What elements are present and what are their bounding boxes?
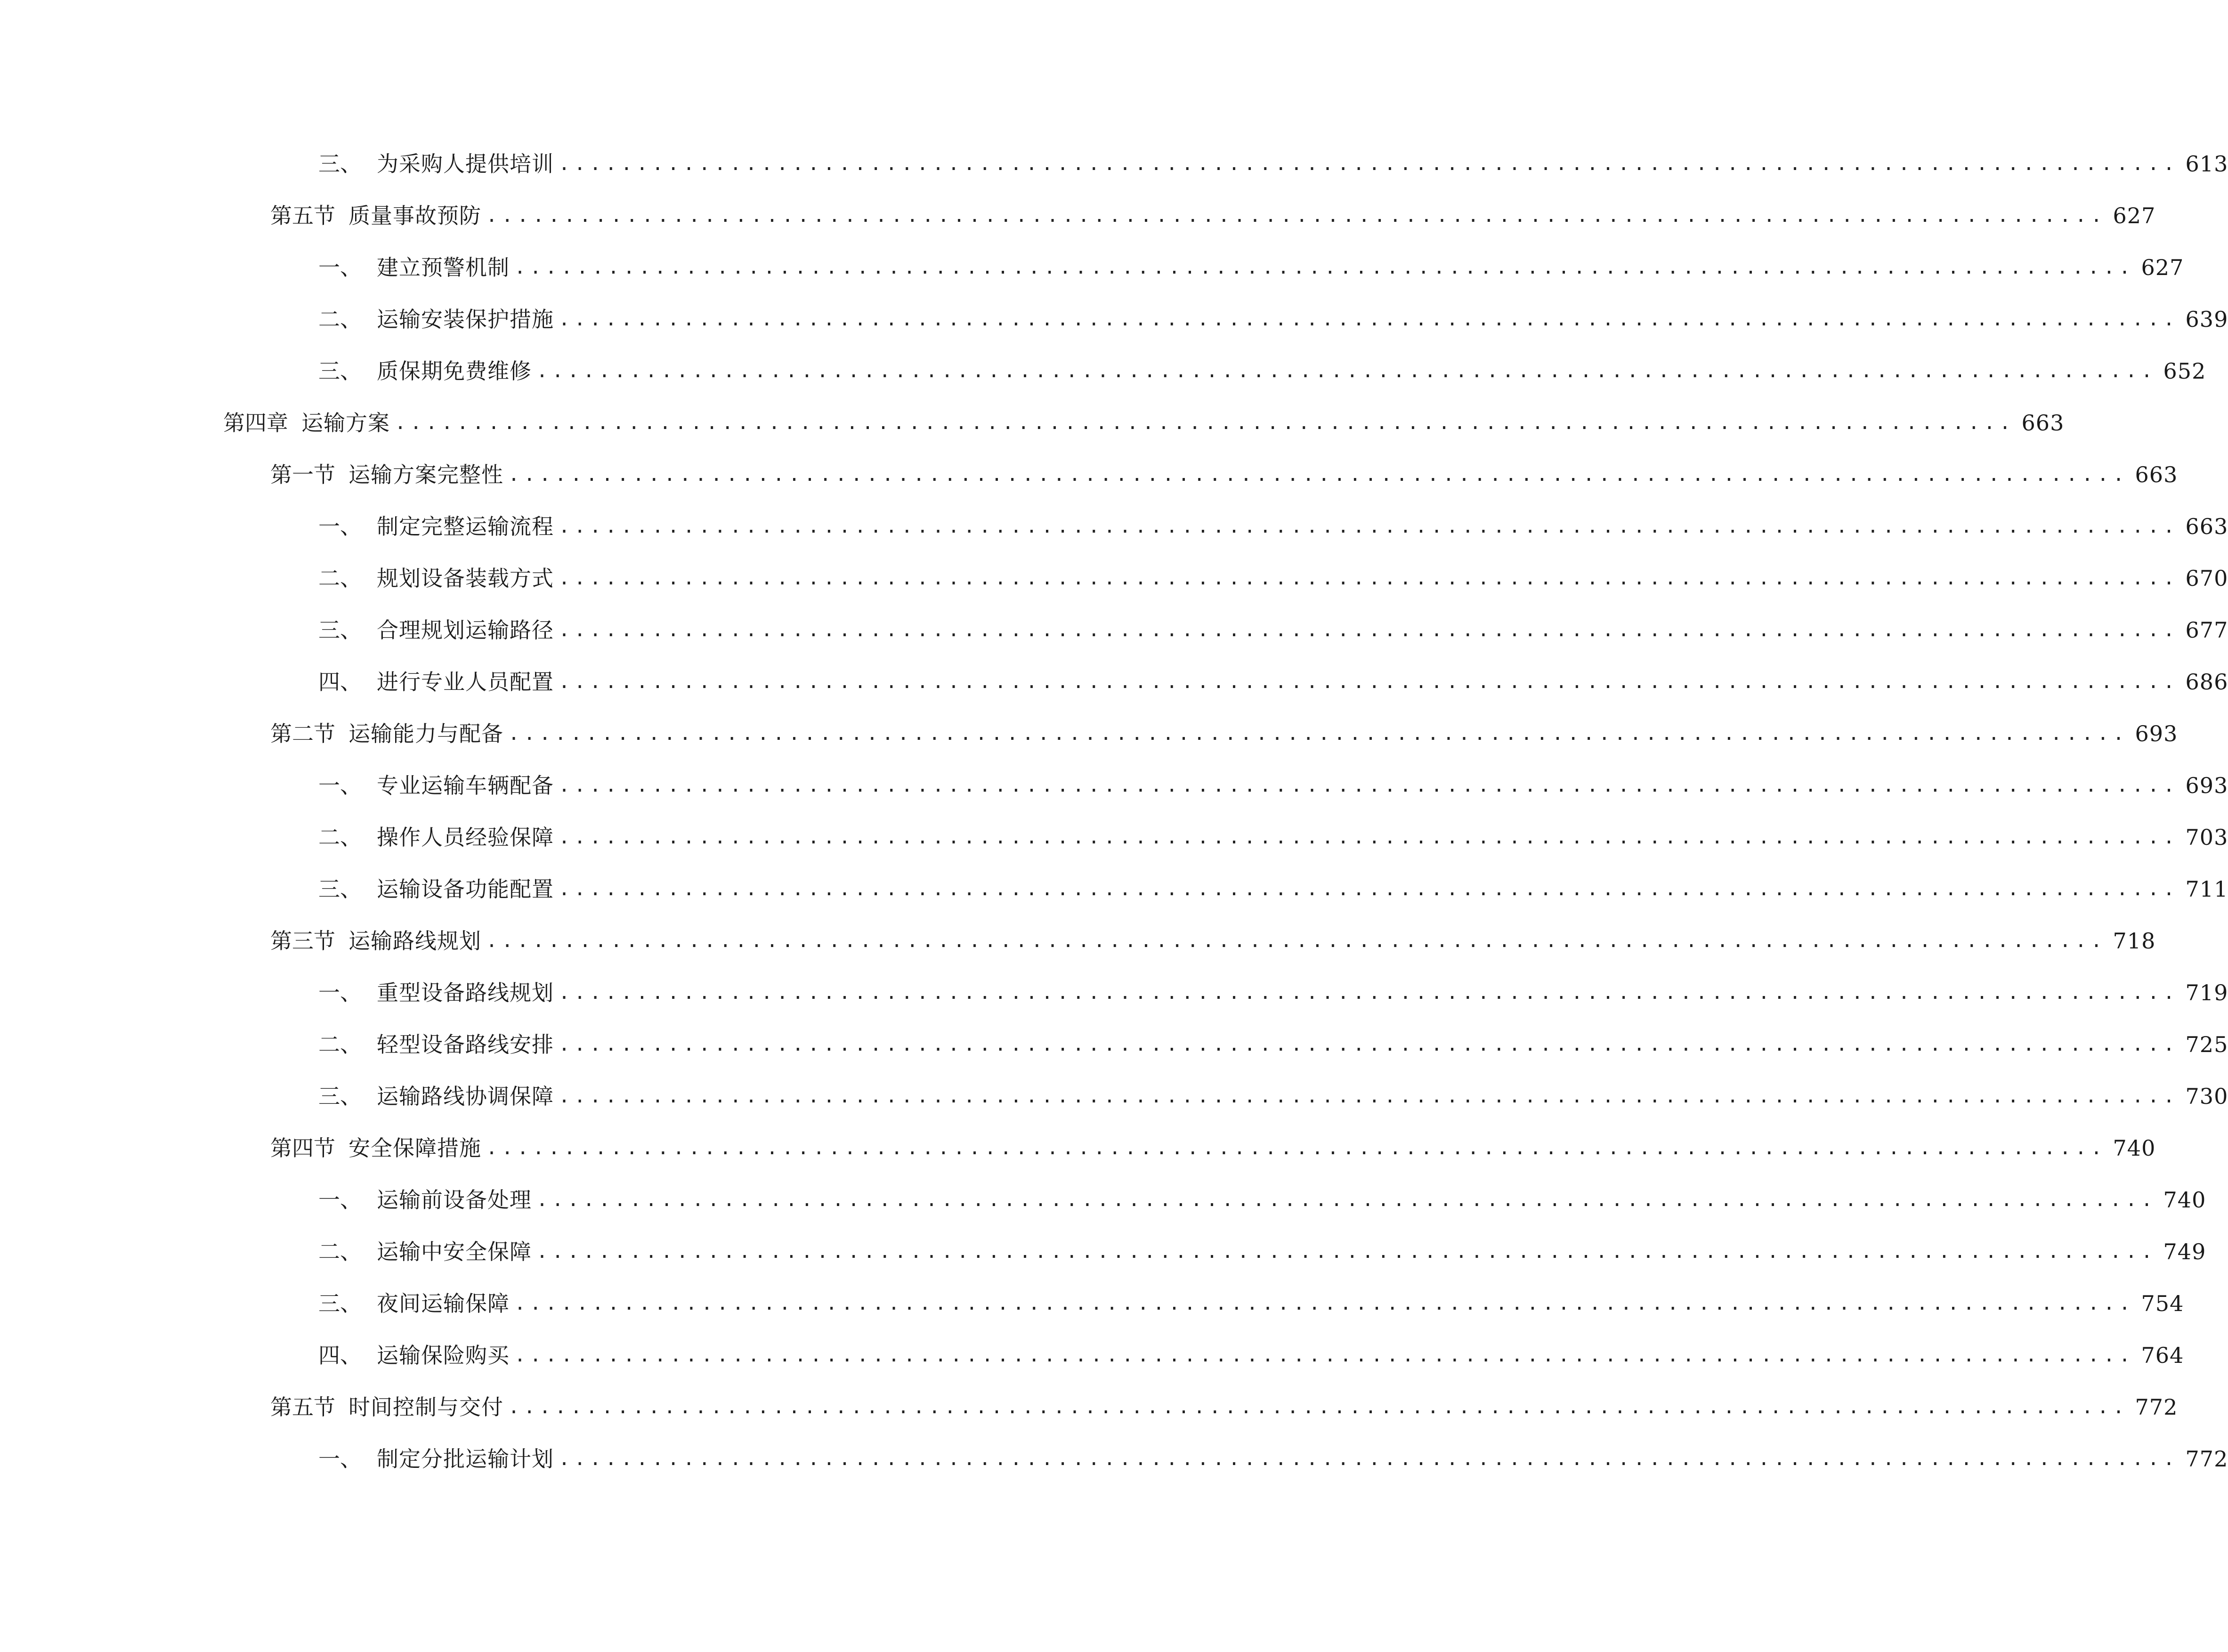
toc-entry-title: 安全保障措施 — [348, 1135, 481, 1161]
toc-entry-page: 740 — [2163, 1187, 2206, 1213]
toc-entry-title: 为采购人提供培训 — [377, 151, 554, 177]
toc-entry-title: 运输保险购买 — [377, 1343, 510, 1368]
toc-entry-page: 711 — [2185, 876, 2228, 902]
toc-entry-prefix: 三、 — [318, 617, 362, 643]
toc-entry-prefix: 三、 — [318, 151, 362, 177]
toc-entry-prefix: 二、 — [318, 307, 362, 332]
toc-entry[interactable] — [318, 559, 2228, 597]
toc-entry[interactable] — [318, 611, 2228, 649]
toc-entry[interactable] — [318, 1233, 2206, 1271]
toc-entry-prefix: 第五节 — [270, 203, 335, 228]
toc-dot-leader: ........................................................................................................ — [559, 516, 2179, 537]
toc-dot-leader: ........................................................................................................ — [559, 1034, 2179, 1055]
toc-entry-prefix: 三、 — [318, 876, 362, 902]
toc-entry-prefix: 四、 — [318, 669, 362, 695]
toc-dot-leader: ........................................................................................................ — [559, 982, 2179, 1004]
toc-entry-page: 718 — [2113, 928, 2156, 954]
toc-entry-title: 轻型设备路线安排 — [377, 1032, 554, 1057]
toc-entry-page: 639 — [2185, 307, 2228, 332]
toc-entry-page: 693 — [2185, 773, 2228, 798]
toc-dot-leader: ........................................................................................................ — [514, 1293, 2135, 1314]
toc-entry-page: 703 — [2185, 825, 2228, 850]
toc-entry-title: 运输中安全保障 — [377, 1239, 532, 1264]
toc-dot-leader: ........................................................................................................ — [508, 464, 2129, 486]
toc-entry[interactable] — [318, 1336, 2184, 1374]
toc-entry[interactable] — [318, 145, 2228, 183]
toc-dot-leader: ........................................................................................................ — [559, 775, 2179, 796]
toc-entry[interactable] — [270, 922, 2156, 960]
toc-entry-page: 749 — [2163, 1239, 2206, 1264]
toc-entry[interactable] — [318, 818, 2228, 856]
toc-entry-prefix: 三、 — [318, 1291, 362, 1316]
toc-entry-page: 613 — [2185, 151, 2228, 177]
toc-entry[interactable] — [270, 197, 2156, 235]
toc-dot-leader: ........................................................................................................ — [559, 878, 2179, 900]
toc-entry[interactable] — [318, 1026, 2228, 1063]
toc-dot-leader: ........................................................................................................ — [486, 1137, 2106, 1159]
toc-entry-title: 制定完整运输流程 — [377, 514, 554, 539]
toc-entry-title: 专业运输车辆配备 — [377, 773, 554, 798]
toc-entry-title: 运输安装保护措施 — [377, 307, 554, 332]
toc-entry-page: 740 — [2113, 1135, 2156, 1161]
toc-entry[interactable] — [318, 300, 2228, 338]
toc-dot-leader: ........................................................................................................ — [508, 1396, 2129, 1418]
toc-entry-prefix: 二、 — [318, 566, 362, 591]
toc-entry-title: 质保期免费维修 — [377, 358, 532, 384]
toc-entry-page: 663 — [2021, 410, 2065, 436]
toc-entry[interactable] — [270, 715, 2178, 753]
toc-entry-prefix: 一、 — [318, 255, 362, 280]
toc-entry-title: 制定分批运输计划 — [377, 1446, 554, 1472]
toc-entry-prefix: 一、 — [318, 514, 362, 539]
toc-entry-prefix: 一、 — [318, 980, 362, 1005]
toc-dot-leader: ........................................................................................................ — [536, 1189, 2157, 1211]
toc-dot-leader: ........................................................................................................ — [559, 619, 2179, 641]
toc-entry-prefix: 第五节 — [270, 1394, 335, 1420]
toc-entry-page: 663 — [2185, 514, 2228, 539]
toc-entry-prefix: 二、 — [318, 1032, 362, 1057]
toc-entry[interactable] — [318, 508, 2228, 545]
toc-entry[interactable] — [270, 456, 2178, 494]
toc-entry-title: 规划设备装载方式 — [377, 566, 554, 591]
toc-entry[interactable] — [318, 1077, 2228, 1115]
toc-entry-page: 772 — [2185, 1446, 2228, 1472]
toc-entry-title: 运输方案 — [301, 410, 390, 436]
toc-dot-leader: ........................................................................................................ — [508, 723, 2129, 745]
toc-entry-title: 重型设备路线规划 — [377, 980, 554, 1005]
toc-dot-leader: ........................................................................................................ — [486, 930, 2106, 952]
toc-entry-title: 操作人员经验保障 — [377, 825, 554, 850]
toc-entry-prefix: 三、 — [318, 1084, 362, 1109]
toc-entry-title: 建立预警机制 — [377, 255, 510, 280]
toc-entry-page: 663 — [2135, 462, 2178, 487]
toc-entry[interactable] — [270, 1388, 2178, 1426]
toc-entry-title: 运输方案完整性 — [348, 462, 503, 487]
toc-entry-prefix: 一、 — [318, 773, 362, 798]
toc-entry-title: 合理规划运输路径 — [377, 617, 554, 643]
toc-dot-leader: ........................................................................................................ — [559, 1448, 2179, 1470]
toc-entry-page: 719 — [2185, 980, 2228, 1005]
toc-entry-page: 772 — [2135, 1394, 2178, 1420]
toc-entry-page: 730 — [2185, 1084, 2228, 1109]
toc-entry-page: 725 — [2185, 1032, 2228, 1057]
toc-entry-page: 627 — [2113, 203, 2156, 228]
toc-entry[interactable] — [318, 1285, 2184, 1322]
toc-entry[interactable] — [223, 404, 2065, 442]
toc-entry-title: 夜间运输保障 — [377, 1291, 510, 1316]
toc-entry[interactable] — [318, 663, 2228, 701]
toc-dot-leader: ........................................................................................................ — [559, 153, 2179, 175]
toc-entry-title: 进行专业人员配置 — [377, 669, 554, 695]
toc-entry-prefix: 第二节 — [270, 721, 335, 746]
toc-dot-leader: ........................................................................................................ — [395, 412, 2015, 434]
toc-entry[interactable] — [318, 767, 2228, 804]
toc-entry-title: 运输前设备处理 — [377, 1187, 532, 1213]
toc-entry-title: 运输设备功能配置 — [377, 876, 554, 902]
toc-dot-leader: ........................................................................................................ — [559, 567, 2179, 589]
toc-entry[interactable] — [318, 974, 2228, 1012]
toc-entry-page: 670 — [2185, 566, 2228, 591]
toc-entry-prefix: 二、 — [318, 825, 362, 850]
toc-entry-title: 运输路线规划 — [348, 928, 481, 954]
toc-entry[interactable] — [318, 870, 2228, 908]
toc-entry[interactable] — [318, 1181, 2206, 1219]
toc-entry-prefix: 第一节 — [270, 462, 335, 487]
toc-entry-title: 运输路线协调保障 — [377, 1084, 554, 1109]
toc-entry-title: 运输能力与配备 — [348, 721, 503, 746]
toc-entry-page: 686 — [2185, 669, 2228, 695]
toc-dot-leader: ........................................................................................................ — [559, 1085, 2179, 1107]
toc-entry-prefix: 第四章 — [223, 410, 288, 436]
toc-entry-prefix: 第三节 — [270, 928, 335, 954]
toc-entry-title: 质量事故预防 — [348, 203, 481, 228]
toc-entry-title: 时间控制与交付 — [348, 1394, 503, 1420]
toc-entry[interactable] — [318, 249, 2184, 286]
toc-dot-leader: ........................................................................................................ — [559, 671, 2179, 693]
toc-dot-leader: ........................................................................................................ — [514, 1344, 2135, 1366]
toc-dot-leader: ........................................................................................................ — [536, 360, 2157, 382]
toc-entry-page: 677 — [2185, 617, 2228, 643]
toc-dot-leader: ........................................................................................................ — [514, 257, 2135, 278]
toc-entry-prefix: 一、 — [318, 1446, 362, 1472]
toc-entry-page: 693 — [2135, 721, 2178, 746]
toc-entry-page: 754 — [2141, 1291, 2184, 1316]
toc-entry[interactable] — [270, 1129, 2156, 1167]
toc-entry-prefix: 二、 — [318, 1239, 362, 1264]
toc-entry[interactable] — [318, 352, 2206, 390]
toc-entry[interactable] — [318, 1440, 2228, 1478]
toc-dot-leader: ........................................................................................................ — [559, 826, 2179, 848]
toc-entry-prefix: 三、 — [318, 358, 362, 384]
toc-dot-leader: ........................................................................................................ — [536, 1241, 2157, 1263]
toc-entry-page: 627 — [2141, 255, 2184, 280]
toc-dot-leader: ........................................................................................................ — [559, 308, 2179, 330]
toc-dot-leader: ........................................................................................................ — [486, 205, 2106, 227]
toc-entry-page: 652 — [2163, 358, 2206, 384]
toc-entry-prefix: 一、 — [318, 1187, 362, 1213]
toc-entry-prefix: 四、 — [318, 1343, 362, 1368]
toc-entry-page: 764 — [2141, 1343, 2184, 1368]
toc-entry-prefix: 第四节 — [270, 1135, 335, 1161]
